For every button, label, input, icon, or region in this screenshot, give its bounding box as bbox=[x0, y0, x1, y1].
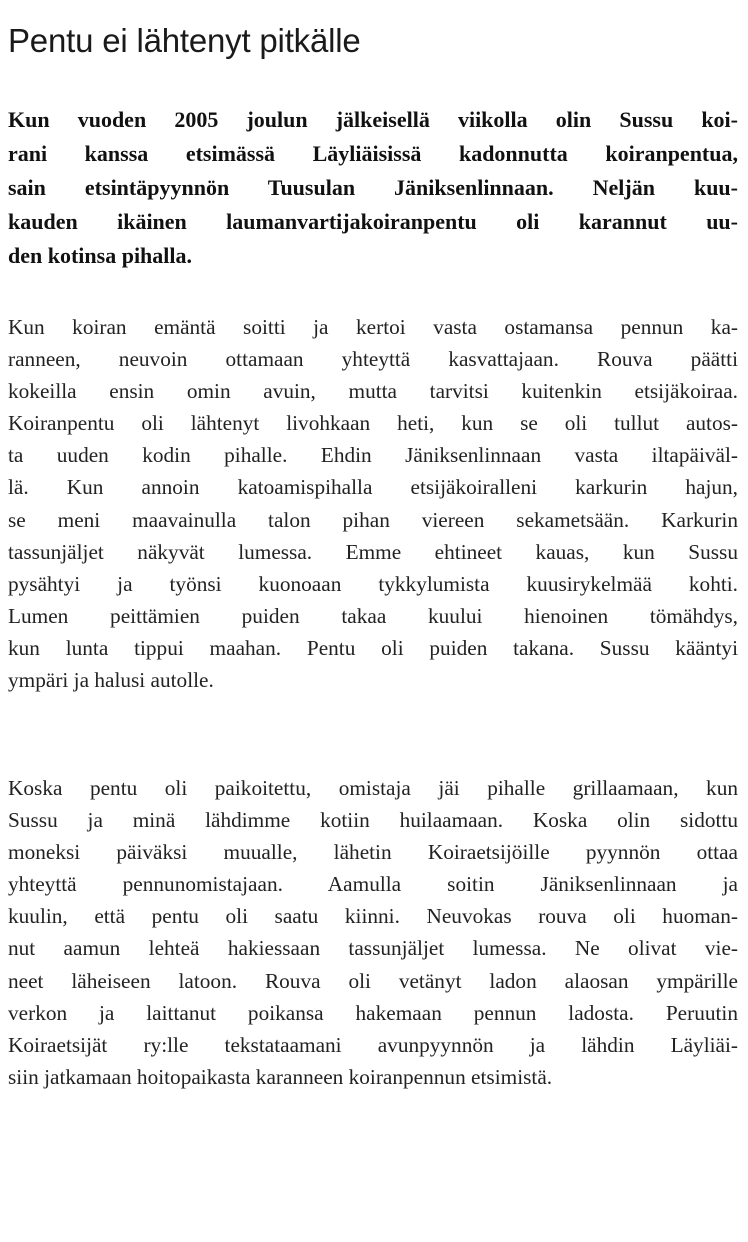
body-line: ta uuden kodin pihalle. Ehdin Jäniksenlinnaan vasta iltapäiväl- bbox=[8, 443, 738, 468]
body-line: kun lunta tippui maahan. Pentu oli puiden takana. Sussu kääntyi bbox=[8, 635, 738, 660]
lead-line: rani kanssa etsimässä Läyliäisissä kadonnutta koiranpentua, bbox=[8, 141, 738, 166]
body-line: kokeilla ensin omin avuin, mutta tarvitsi kuitenkin etsijäkoiraa. bbox=[8, 379, 738, 404]
body-line: Koiraetsijät ry:lle tekstataamani avunpyynnön ja lähdin Läyliäi- bbox=[8, 1032, 738, 1057]
lead-line: kauden ikäinen laumanvartijakoiranpentu oli karannut uu- bbox=[8, 209, 738, 234]
body-line: Koska pentu oli paikoitettu, omistaja jäi pihalle grillaamaan, kun bbox=[8, 776, 738, 800]
body-line: se meni maavainulla talon pihan viereen sekametsään. Karkurin bbox=[8, 507, 738, 532]
body-paragraph-1 bbox=[8, 311, 738, 696]
body-line: ympäri ja halusi autolle. bbox=[8, 668, 214, 693]
body-line: Sussu ja minä lähdimme kotiin huilaamaan. Koska olin sidottu bbox=[8, 808, 738, 833]
body-line: Kun koiran emäntä soitti ja kertoi vasta ostamansa pennun ka- bbox=[8, 315, 738, 339]
body-line: neet läheiseen latoon. Rouva oli vetänyt ladon alaosan ympärille bbox=[8, 968, 738, 993]
body-line: verkon ja laittanut poikansa hakemaan pennun ladosta. Peruutin bbox=[8, 1000, 738, 1025]
lead-line: den kotinsa pihalla. bbox=[8, 243, 193, 268]
body-line: yhteyttä pennunomistajaan. Aamulla soitin Jäniksenlinnaan ja bbox=[8, 872, 738, 897]
body-paragraph-2 bbox=[8, 772, 738, 1093]
article-title: Pentu ei lähtenyt pitkälle bbox=[8, 22, 361, 59]
body-line: Koiranpentu oli lähtenyt livohkaan heti, kun se oli tullut autos- bbox=[8, 411, 738, 436]
lead-line: Kun vuoden 2005 joulun jälkeisellä viikolla olin Sussu koi- bbox=[8, 107, 738, 132]
article-lead bbox=[8, 103, 738, 273]
body-line: Lumen peittämien puiden takaa kuului hienoinen tömähdys, bbox=[8, 603, 738, 628]
body-line: nut aamun lehteä hakiessaan tassunjäljet lumessa. Ne olivat vie- bbox=[8, 936, 738, 961]
body-line: siin jatkamaan hoitopaikasta karanneen koiranpennun etsimistä. bbox=[8, 1064, 553, 1089]
body-line: kuulin, että pentu oli saatu kiinni. Neuvokas rouva oli huoman- bbox=[8, 904, 738, 929]
body-line: lä. Kun annoin katoamispihalla etsijäkoiralleni karkurin hajun, bbox=[8, 475, 738, 500]
body-line: pysähtyi ja työnsi kuonoaan tykkylumista kuusirykelmää kohti. bbox=[8, 571, 738, 596]
body-line: tassunjäljet näkyvät lumessa. Emme ehtineet kauas, kun Sussu bbox=[8, 539, 738, 564]
lead-line: sain etsintäpyynnön Tuusulan Jäniksenlinnaan. Neljän kuu- bbox=[8, 175, 738, 200]
body-line: ranneen, neuvoin ottamaan yhteyttä kasvattajaan. Rouva päätti bbox=[8, 347, 738, 372]
body-line: moneksi päiväksi muualle, lähetin Koiraetsijöille pyynnön ottaa bbox=[8, 840, 738, 865]
